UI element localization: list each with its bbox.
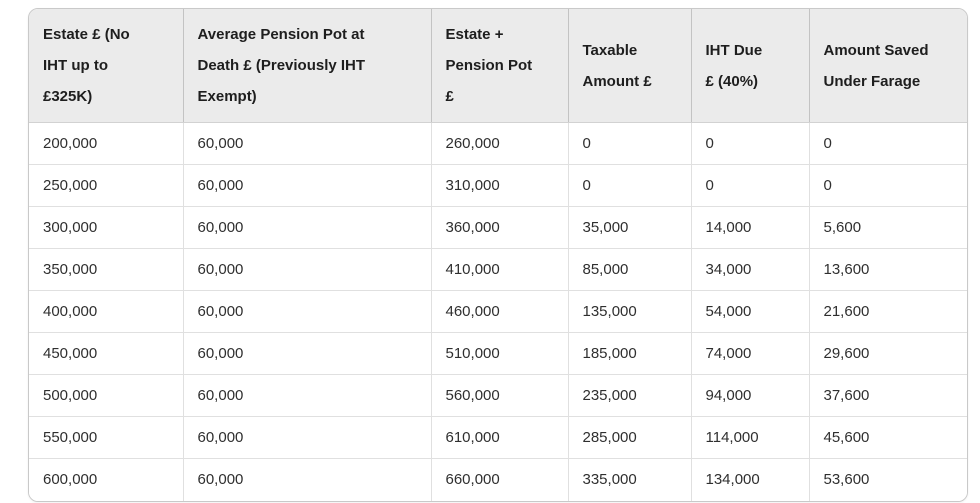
- table-cell: 200,000: [29, 123, 183, 165]
- table-cell: 310,000: [431, 165, 568, 207]
- table-cell: 450,000: [29, 333, 183, 375]
- table-cell: 0: [691, 123, 809, 165]
- table-cell: 114,000: [691, 417, 809, 459]
- header-cell-iht-due: IHT Due £ (40%): [691, 9, 809, 123]
- table-cell: 600,000: [29, 459, 183, 501]
- table-cell: 550,000: [29, 417, 183, 459]
- table-cell: 300,000: [29, 207, 183, 249]
- table-cell: 285,000: [568, 417, 691, 459]
- table-cell: 14,000: [691, 207, 809, 249]
- table-cell: 335,000: [568, 459, 691, 501]
- table-cell: 135,000: [568, 291, 691, 333]
- table-cell: 29,600: [809, 333, 967, 375]
- table-cell: 37,600: [809, 375, 967, 417]
- table-cell: 510,000: [431, 333, 568, 375]
- iht-table: [29, 9, 967, 501]
- header-cell-estate: Estate £ (No IHT up to £325K): [29, 9, 183, 123]
- table-cell: 60,000: [183, 375, 431, 417]
- table-row: [29, 123, 967, 165]
- table-cell: 60,000: [183, 459, 431, 501]
- table-cell: 60,000: [183, 165, 431, 207]
- table-cell: 60,000: [183, 333, 431, 375]
- iht-table-card: [28, 8, 968, 502]
- table-cell: 185,000: [568, 333, 691, 375]
- table-cell: 500,000: [29, 375, 183, 417]
- table-cell: 610,000: [431, 417, 568, 459]
- table-cell: 45,600: [809, 417, 967, 459]
- table-cell: 360,000: [431, 207, 568, 249]
- table-cell: 0: [568, 123, 691, 165]
- table-cell: 60,000: [183, 207, 431, 249]
- table-cell: 60,000: [183, 123, 431, 165]
- table-cell: 53,600: [809, 459, 967, 501]
- table-cell: 34,000: [691, 249, 809, 291]
- table-cell: 60,000: [183, 249, 431, 291]
- table-row: [29, 333, 967, 375]
- table-cell: 235,000: [568, 375, 691, 417]
- table-body: [29, 123, 967, 501]
- table-cell: 54,000: [691, 291, 809, 333]
- header-cell-taxable-amount: Taxable Amount £: [568, 9, 691, 123]
- header-cell-amount-saved: Amount Saved Under Farage: [809, 9, 967, 123]
- table-cell: 35,000: [568, 207, 691, 249]
- header-cell-estate-plus-pension: Estate + Pension Pot £: [431, 9, 568, 123]
- table-cell: 5,600: [809, 207, 967, 249]
- table-row: [29, 459, 967, 501]
- table-row: [29, 207, 967, 249]
- table-row: [29, 375, 967, 417]
- table-cell: 21,600: [809, 291, 967, 333]
- table-cell: 410,000: [431, 249, 568, 291]
- table-cell: 74,000: [691, 333, 809, 375]
- table-cell: 350,000: [29, 249, 183, 291]
- table-cell: 0: [691, 165, 809, 207]
- table-cell: 85,000: [568, 249, 691, 291]
- table-cell: 0: [568, 165, 691, 207]
- table-cell: 60,000: [183, 417, 431, 459]
- table-cell: 134,000: [691, 459, 809, 501]
- table-cell: 0: [809, 165, 967, 207]
- table-cell: 660,000: [431, 459, 568, 501]
- table-cell: 0: [809, 123, 967, 165]
- table-row: [29, 249, 967, 291]
- table-row: [29, 291, 967, 333]
- table-row: [29, 417, 967, 459]
- table-header: [29, 9, 967, 123]
- header-cell-pension-pot: Average Pension Pot at Death £ (Previously IHT Exempt): [183, 9, 431, 123]
- table-cell: 400,000: [29, 291, 183, 333]
- table-cell: 94,000: [691, 375, 809, 417]
- table-cell: 60,000: [183, 291, 431, 333]
- table-cell: 460,000: [431, 291, 568, 333]
- table-cell: 560,000: [431, 375, 568, 417]
- table-cell: 250,000: [29, 165, 183, 207]
- table-cell: 13,600: [809, 249, 967, 291]
- table-row: [29, 165, 967, 207]
- header-row: [29, 9, 967, 123]
- table-cell: 260,000: [431, 123, 568, 165]
